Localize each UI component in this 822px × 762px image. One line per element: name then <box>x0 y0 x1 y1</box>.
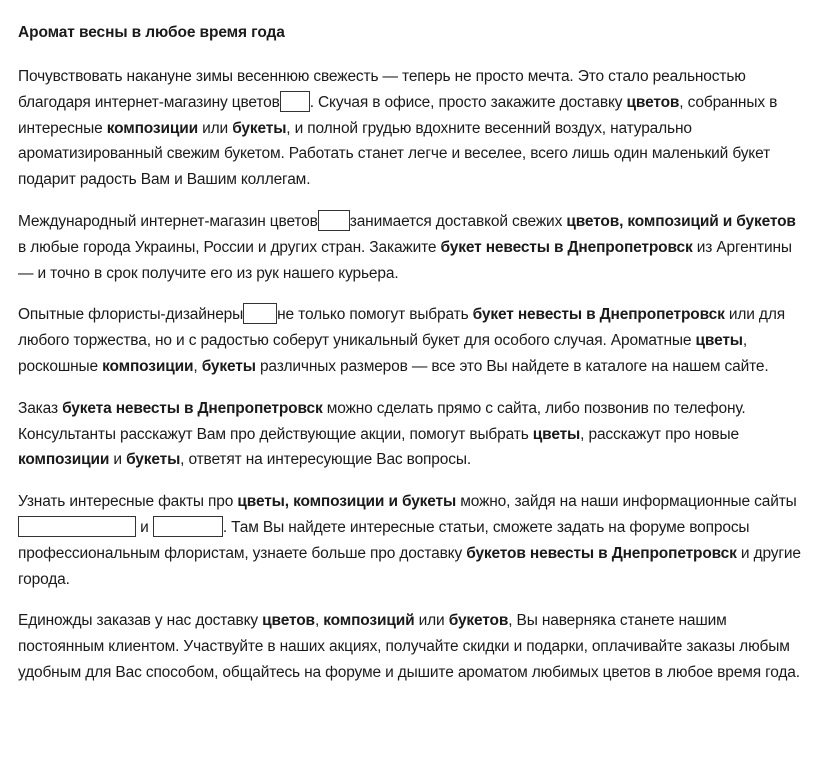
text: и <box>109 451 127 469</box>
article-title: Аромат весны в любое время года <box>18 24 285 41</box>
text: , Вы наверняка станете нашим постоянным клиентом. Участвуйте в наших акциях, получайте скидки и подарки, оплачивайте заказы любым удобным для Вас способом, общайтесь на форуме и дышите ароматом любимых цветов в любое время года. <box>18 612 800 681</box>
text: из Аргентины — и точно в срок получите его из рук нашего курьера. <box>18 238 792 282</box>
bold-text: букета невесты в Днепропетровск <box>62 399 323 417</box>
text: , и полной грудью вдохните весенний воздух, натурально ароматизированный свежим букетом. Работать станет легче и веселее, всего лишь один маленький букет подарит радость Вам и Вашим коллегам. <box>18 119 771 189</box>
bold-text: цветы, композиции и букеты <box>237 493 457 511</box>
placeholder-box <box>318 210 350 231</box>
paragraph-1 <box>18 64 804 193</box>
text: различных размеров — все это Вы найдете в каталоге на нашем сайте. <box>255 357 769 375</box>
text: можно, зайдя на наши информационные сайты <box>456 493 797 511</box>
text: , собранных в интересные <box>18 93 778 137</box>
paragraph-6 <box>18 608 804 685</box>
text: или для любого торжества, но и с радостью соберут уникальный букет для особого случая. Ароматные <box>18 306 785 350</box>
bold-text: букетов <box>448 612 509 630</box>
bold-text: букетов невесты в Днепропетровск <box>466 544 737 562</box>
paragraph-2 <box>18 209 804 286</box>
text: Опытные флористы-дизайнеры <box>18 306 244 324</box>
text: и другие города. <box>18 544 801 588</box>
text: или <box>197 119 233 137</box>
bold-text: букеты <box>201 357 256 375</box>
text: не только помогут выбрать <box>277 306 473 324</box>
placeholder-box <box>153 516 223 537</box>
text: , <box>193 357 202 375</box>
text: . Там Вы найдете интересные статьи, сможете задать на форуме вопросы профессиональным флористам, узнаете больше про доставку <box>18 518 750 562</box>
placeholder-box <box>243 303 277 324</box>
text: занимается доставкой свежих <box>349 212 567 230</box>
text: , <box>314 612 324 630</box>
bold-text: букет невесты в Днепропетровск <box>440 238 693 256</box>
bold-text: букет невесты в Днепропетровск <box>472 306 725 324</box>
bold-text: цветов, композиций и букетов <box>566 212 796 230</box>
text: Заказ <box>18 399 63 417</box>
placeholder-box <box>280 91 310 112</box>
paragraph-5 <box>18 489 804 592</box>
paragraph-3 <box>18 302 804 379</box>
text: Единожды заказав у нас доставку <box>18 612 263 630</box>
text: в любые города Украины, России и других стран. Закажите <box>18 238 441 256</box>
text: Почувствовать накануне зимы весеннюю свежесть — теперь не просто мечта. Это стало реальностью благодаря интернет-магазину цветов <box>18 68 746 111</box>
text: или <box>414 612 449 630</box>
bold-text: букеты <box>126 451 181 469</box>
text: можно сделать прямо с сайта, либо позвонив по телефону. Консультанты расскажут Вам про действующие акции, помогут выбрать <box>18 399 746 443</box>
bold-text: цветы <box>695 332 743 350</box>
bold-text: букеты <box>232 119 287 137</box>
text: Международный интернет-магазин цветов <box>18 212 318 230</box>
bold-text: цветов <box>262 612 315 630</box>
text: . Скучая в офисе, просто закажите доставку <box>309 93 627 111</box>
bold-text: композиций <box>323 612 415 630</box>
placeholder-box <box>18 516 136 537</box>
bold-text: цветы <box>532 425 581 443</box>
text: , роскошные <box>18 332 748 375</box>
text: , расскажут про новые <box>580 425 739 443</box>
text: , ответят на интересующие Вас вопросы. <box>180 451 471 469</box>
bold-text: композиции <box>106 119 198 137</box>
bold-text: композиции <box>18 451 110 469</box>
bold-text: цветов <box>626 93 680 111</box>
text: Узнать интересные факты про <box>18 493 238 511</box>
text: и <box>140 518 149 536</box>
paragraph-4 <box>18 396 804 473</box>
bold-text: композиции <box>102 357 194 375</box>
